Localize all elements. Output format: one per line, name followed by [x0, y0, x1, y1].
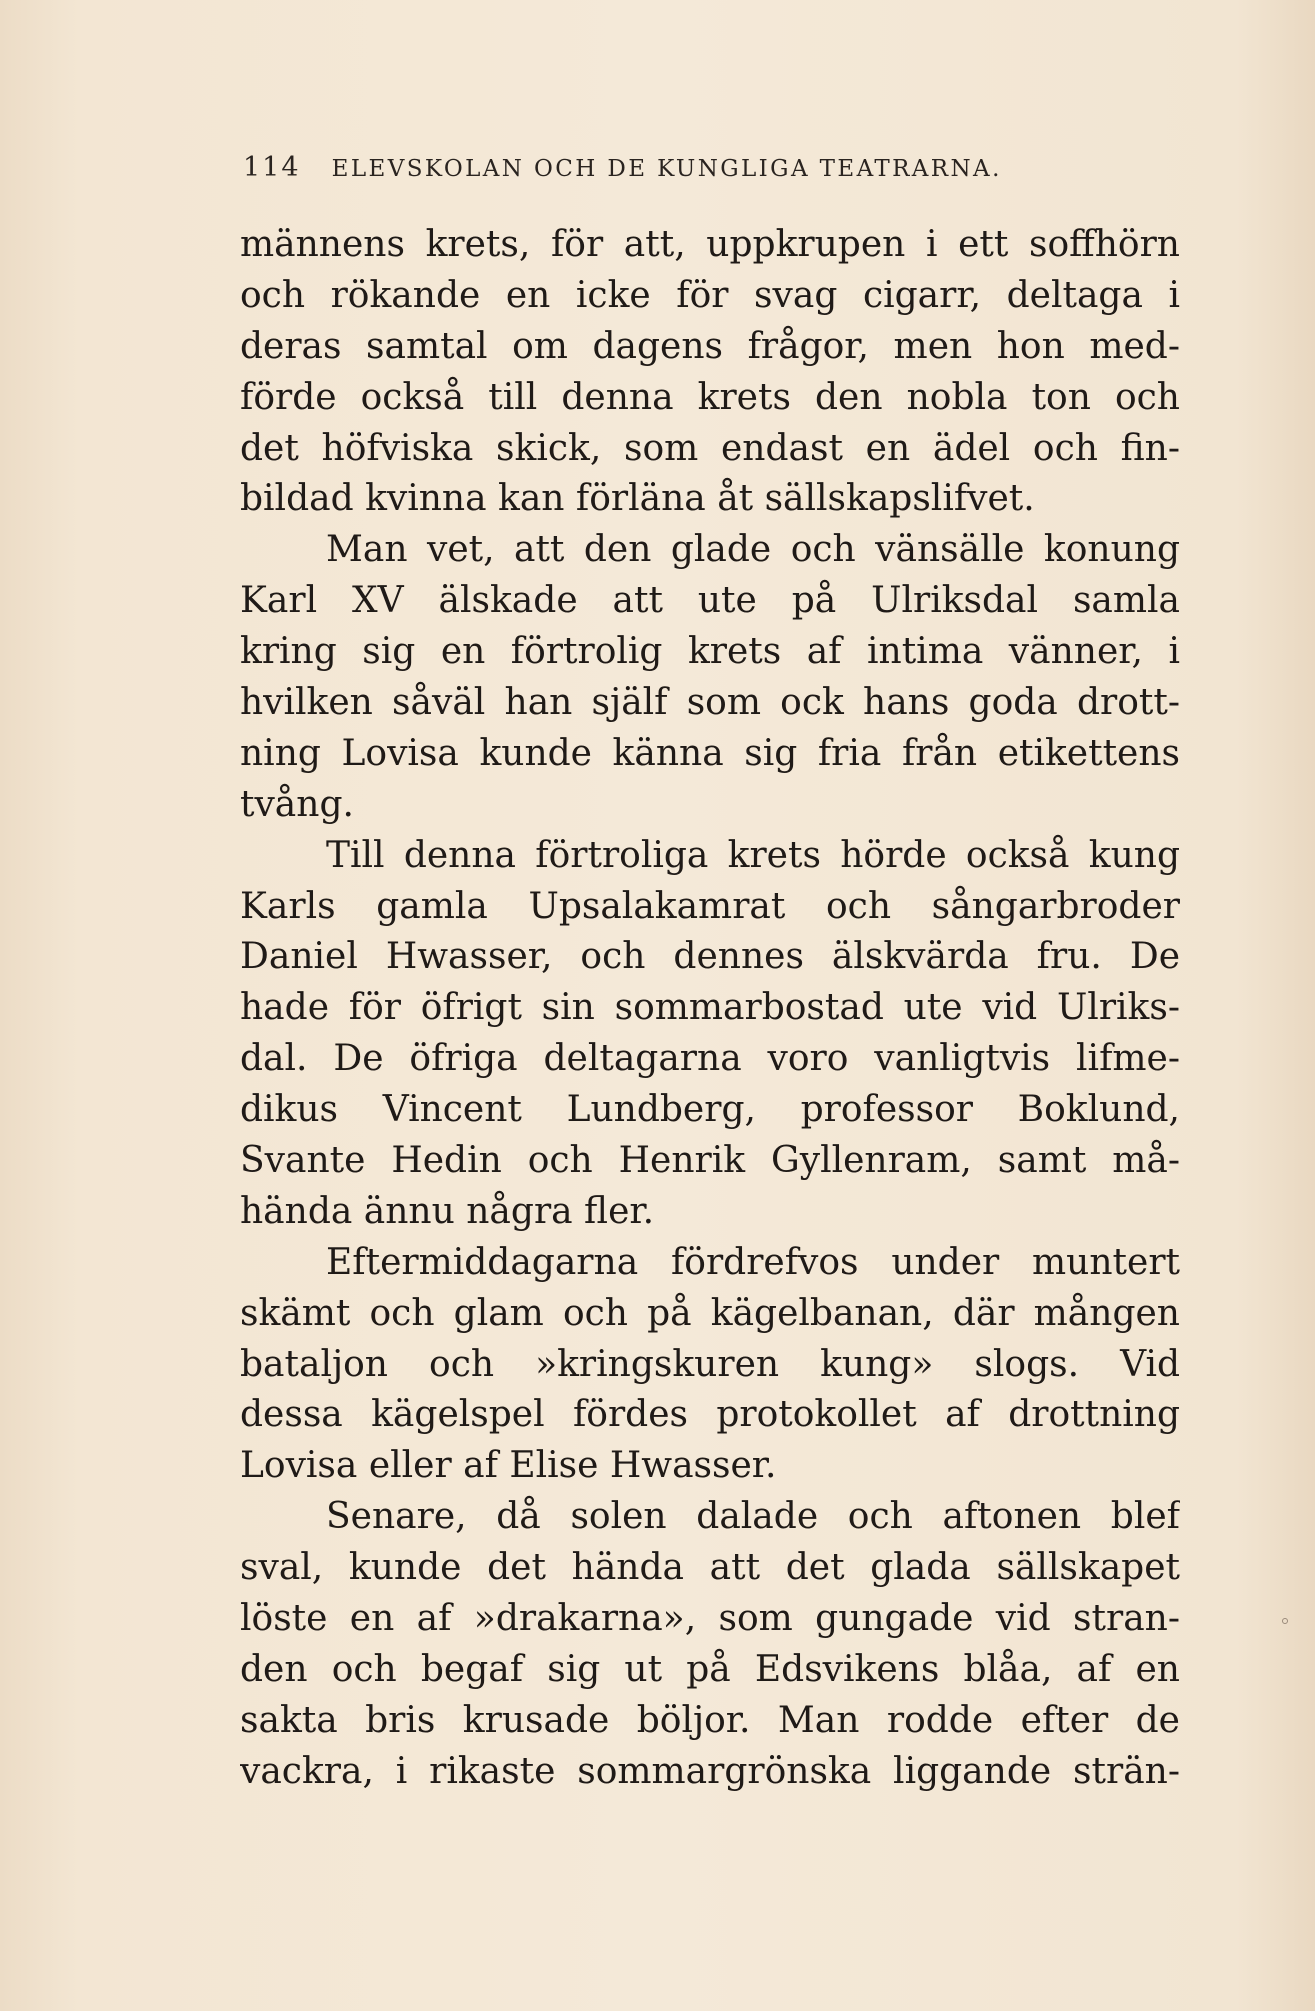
text-line: skämt och glam och på kägelbanan, där mången: [240, 1292, 1180, 1334]
text-line: hända ännu några fler.: [240, 1190, 655, 1232]
text-line: Man vet, att den glade och vänsälle konung: [326, 529, 1180, 571]
body-text: [240, 220, 1180, 1798]
text-line: dikus Vincent Lundberg, professor Boklund,: [240, 1089, 1180, 1131]
text-line: och rökande en icke för svag cigarr, deltaga i: [240, 274, 1180, 316]
text-line: bataljon och »kringskuren kung» slogs. Vid: [240, 1343, 1180, 1385]
paper-speck: [1282, 1618, 1288, 1624]
page-number: 114: [243, 152, 301, 183]
text-line: Daniel Hwasser, och dennes älskvärda fru. De: [240, 936, 1180, 978]
text-line: deras samtal om dagens frågor, men hon med-: [240, 325, 1180, 367]
text-line: Senare, då solen dalade och aftonen blef: [326, 1496, 1180, 1538]
running-head: ELEVSKOLAN OCH DE KUNGLIGA TEATRARNA.: [331, 156, 1002, 182]
text-line: sakta bris krusade böljor. Man rodde efter de: [240, 1699, 1180, 1741]
text-line: tvång.: [240, 783, 354, 825]
text-line: hade för öfrigt sin sommarbostad ute vid Ulriks-: [240, 987, 1180, 1029]
text-line: den och begaf sig ut på Edsvikens blåa, af en: [240, 1648, 1180, 1690]
text-line: Karls gamla Upsalakamrat och sångarbroder: [240, 885, 1180, 927]
text-line: det höfviska skick, som endast en ädel och fin-: [240, 427, 1180, 469]
text-line: löste en af »drakarna», som gungade vid stran-: [240, 1598, 1180, 1640]
text-line: Karl XV älskade att ute på Ulriksdal samla: [240, 580, 1180, 622]
text-line: vackra, i rikaste sommargrönska liggande strän-: [240, 1750, 1180, 1792]
text-line: kring sig en förtrolig krets af intima vänner, i: [240, 631, 1180, 673]
page-header: [243, 152, 1203, 183]
text-line: Eftermiddagarna fördrefvos under muntert: [326, 1241, 1180, 1283]
text-line: männens krets, för att, uppkrupen i ett soffhörn: [240, 224, 1180, 265]
text-line: förde också till denna krets den nobla ton och: [240, 376, 1180, 418]
text-line: ning Lovisa kunde känna sig fria från etikettens: [240, 732, 1180, 774]
text-line: dal. De öfriga deltagarna voro vanligtvis lifme-: [240, 1038, 1180, 1080]
text-line: hvilken såväl han själf som ock hans goda drott-: [240, 682, 1180, 724]
text-line: bildad kvinna kan förläna åt sällskapslifvet.: [240, 478, 1035, 520]
text-line: Till denna förtroliga krets hörde också kung: [326, 834, 1180, 876]
text-line: sval, kunde det hända att det glada sällskapet: [240, 1547, 1180, 1589]
text-line: Lovisa eller af Elise Hwasser.: [240, 1445, 777, 1487]
text-line: dessa kägelspel fördes protokollet af drottning: [240, 1394, 1180, 1436]
text-line: Svante Hedin och Henrik Gyllenram, samt må-: [240, 1140, 1180, 1182]
